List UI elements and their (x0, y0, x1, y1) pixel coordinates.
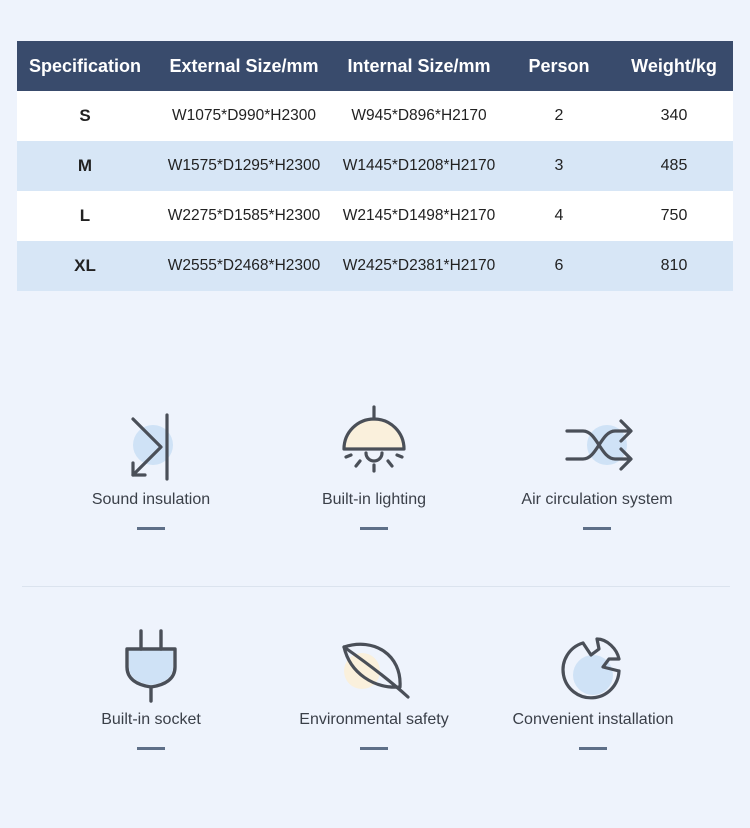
cell-spec: XL (17, 241, 153, 291)
cell-spec: L (17, 191, 153, 241)
feature-label: Environmental safety (299, 711, 449, 728)
shuffle-icon (557, 405, 637, 485)
plug-icon (111, 625, 191, 705)
cell-spec: S (17, 91, 153, 141)
cell-person: 6 (503, 241, 615, 291)
cell-external-size: W1575*D1295*H2300 (153, 141, 335, 191)
cell-weight: 750 (615, 191, 733, 241)
feature-label: Built-in socket (101, 711, 201, 728)
cell-weight: 485 (615, 141, 733, 191)
section-divider (22, 586, 730, 587)
sound-insulation-icon (111, 405, 191, 485)
divider-dash (360, 747, 388, 750)
feature-label: Convenient installation (512, 711, 674, 728)
lamp-icon (334, 405, 414, 485)
feature-convenient-installation (478, 625, 708, 750)
header-person: Person (503, 41, 615, 91)
feature-built-in-lighting (259, 405, 489, 530)
feature-label: Built-in lighting (321, 491, 427, 508)
cell-internal-size: W2145*D1498*H2170 (335, 191, 503, 241)
table-header-row (17, 41, 733, 91)
cell-person: 4 (503, 191, 615, 241)
cell-internal-size: W945*D896*H2170 (335, 91, 503, 141)
leaf-icon (334, 625, 414, 705)
header-weight: Weight/kg (615, 41, 733, 91)
feature-built-in-socket (36, 625, 266, 750)
table-row (17, 141, 733, 191)
divider-dash (137, 527, 165, 530)
divider-dash (360, 527, 388, 530)
cell-external-size: W1075*D990*H2300 (153, 91, 335, 141)
table-row (17, 241, 733, 291)
header-external-size: External Size/mm (153, 41, 335, 91)
cell-internal-size: W1445*D1208*H2170 (335, 141, 503, 191)
feature-label: Sound insulation (91, 491, 211, 508)
header-specification: Specification (17, 41, 153, 91)
cell-internal-size: W2425*D2381*H2170 (335, 241, 503, 291)
feature-label: Air circulation system (521, 491, 673, 508)
cell-weight: 340 (615, 91, 733, 141)
cell-spec: M (17, 141, 153, 191)
divider-dash (579, 747, 607, 750)
specification-table (17, 41, 733, 291)
table-row (17, 191, 733, 241)
wrench-icon (553, 625, 633, 705)
cell-person: 2 (503, 91, 615, 141)
cell-external-size: W2555*D2468*H2300 (153, 241, 335, 291)
feature-environmental-safety (259, 625, 489, 750)
header-internal-size: Internal Size/mm (335, 41, 503, 91)
cell-person: 3 (503, 141, 615, 191)
divider-dash (137, 747, 165, 750)
table-row (17, 91, 733, 141)
cell-external-size: W2275*D1585*H2300 (153, 191, 335, 241)
feature-sound-insulation (36, 405, 266, 530)
divider-dash (583, 527, 611, 530)
feature-air-circulation (482, 405, 712, 530)
cell-weight: 810 (615, 241, 733, 291)
